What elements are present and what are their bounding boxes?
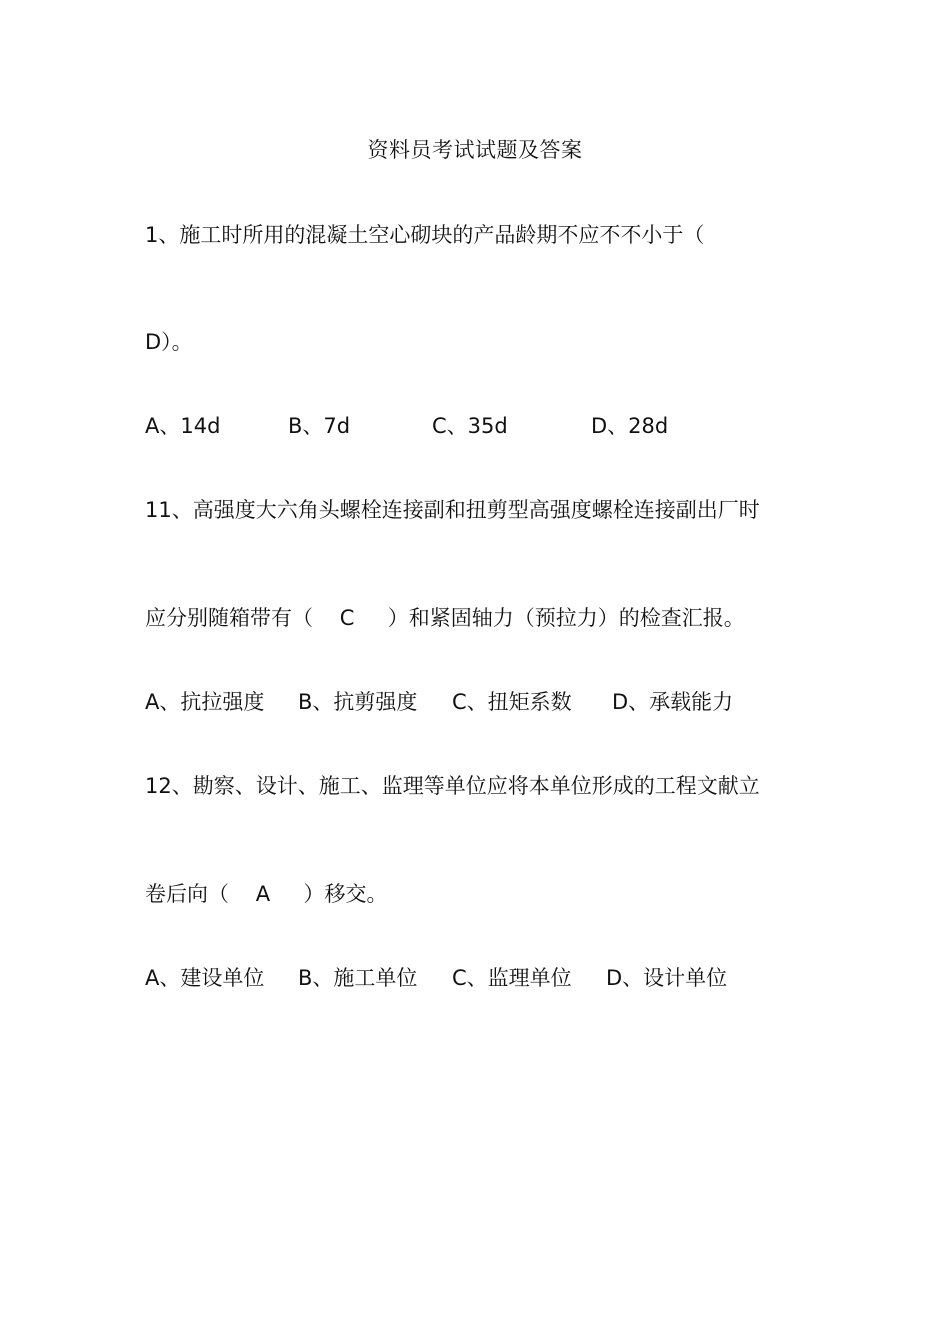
question-1-option-c: C、35d: [432, 414, 508, 438]
question-1-option-a: A、14d: [145, 414, 221, 438]
question-1-text-line-2: D）。: [145, 330, 193, 354]
question-12-text-line-2: 卷后向（ A ）移交。: [145, 882, 388, 906]
question-12-option-d: D、设计单位: [606, 966, 728, 990]
question-1-option-b: B、7d: [288, 414, 351, 438]
question-1-option-d: D、28d: [591, 414, 669, 438]
document-title: 资料员考试试题及答案: [367, 138, 583, 162]
question-12-text-line-1: 12、勘察、设计、施工、监理等单位应将本单位形成的工程文献立: [145, 774, 760, 798]
question-11-text-line-1: 11、高强度大六角头螺栓连接副和扭剪型高强度螺栓连接副出厂时: [145, 498, 760, 522]
question-11-option-b: B、抗剪强度: [298, 690, 418, 714]
question-12-option-a: A、建设单位: [145, 966, 265, 990]
question-12-option-b: B、施工单位: [298, 966, 418, 990]
question-11-option-c: C、扭矩系数: [452, 690, 572, 714]
question-12-option-c: C、监理单位: [452, 966, 572, 990]
question-1-text-line-1: 1、施工时所用的混凝土空心砌块的产品龄期不应不不小于（: [145, 223, 705, 247]
question-11-text-line-2: 应分别随箱带有（ C ）和紧固轴力（预拉力）的检查汇报。: [145, 606, 745, 630]
question-11-option-d: D、承载能力: [612, 690, 734, 714]
question-11-option-a: A、抗拉强度: [145, 690, 265, 714]
